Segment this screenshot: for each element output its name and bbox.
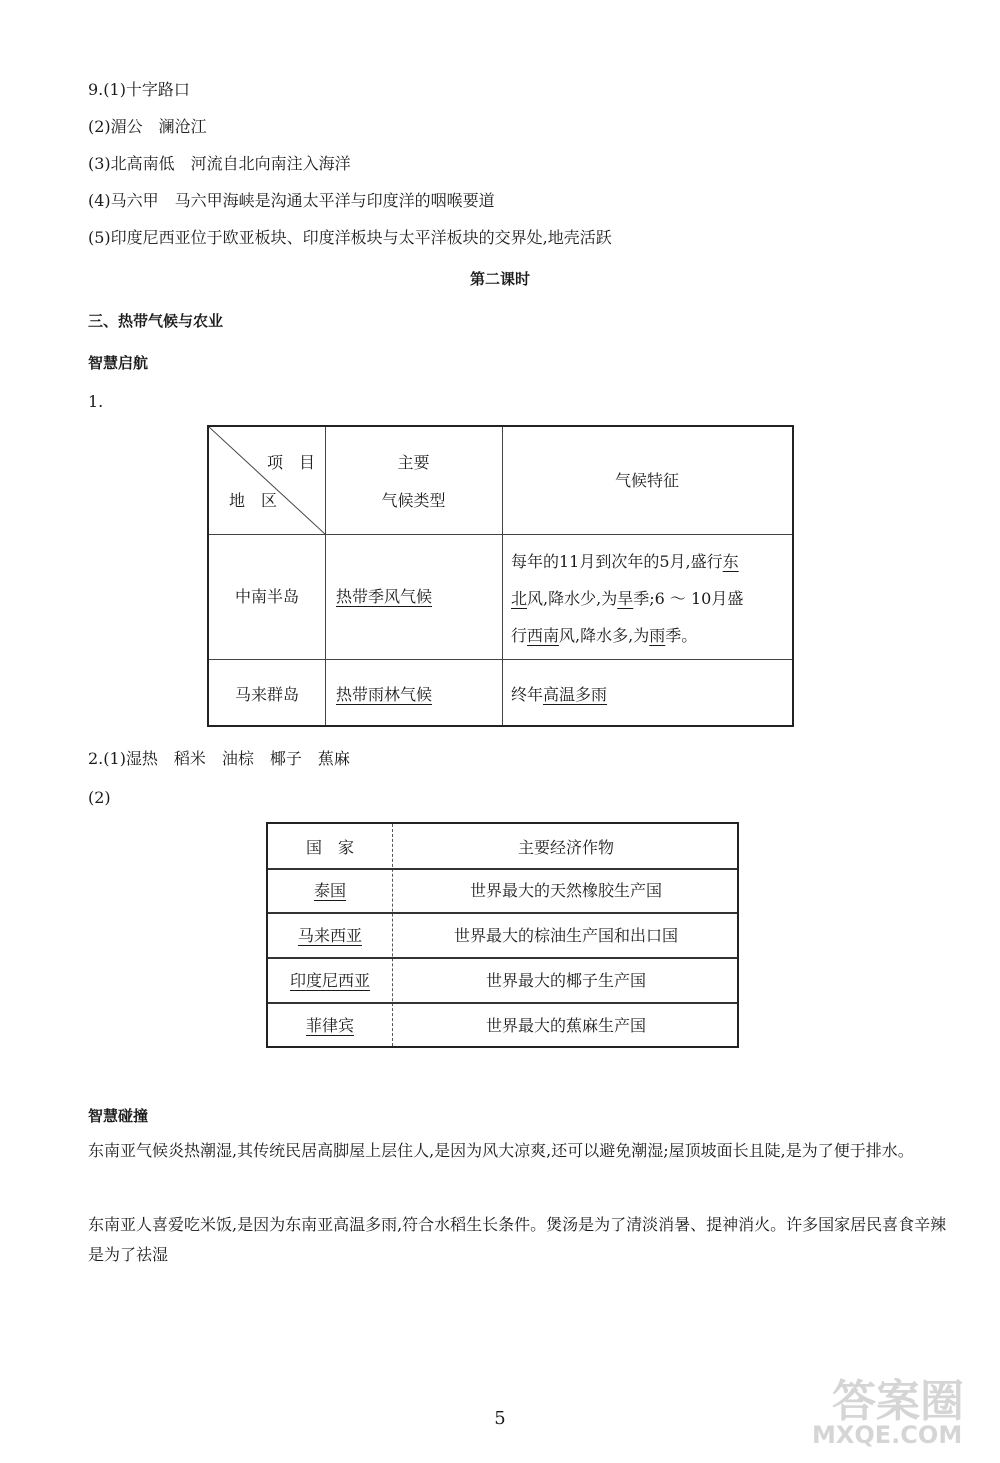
header-climate-type-line1: 主要 xyxy=(397,453,430,472)
row1-feature-text-3: 季;6 ～ 10月盛 xyxy=(633,589,744,608)
row2-feature-u: 高温多雨 xyxy=(543,685,608,704)
answer-2-1: 2.(1)湿热 稻米 油棕 椰子 蕉麻 xyxy=(88,749,350,768)
row1-feature-u2: 北 xyxy=(511,589,528,608)
row1-feature-u5: 雨 xyxy=(649,626,666,645)
row1-feature-text-2: 风,降水少,为 xyxy=(527,589,618,608)
climate-table xyxy=(207,425,794,727)
row-divider-1 xyxy=(209,534,792,535)
row1-feature-text-5: 风,降水多,为 xyxy=(559,626,650,645)
answer-9-4: (4)马六甲 马六甲海峡是沟通太平洋与印度洋的咽喉要道 xyxy=(88,191,495,210)
row1-feature-text-6: 季。 xyxy=(665,626,698,645)
crop-header-country: 国 家 xyxy=(305,838,354,857)
header-region: 地 区 xyxy=(229,491,278,510)
row1-feature-u4: 西南 xyxy=(527,626,560,645)
crop-row-divider-3 xyxy=(268,957,737,959)
watermark-cn-text: 答案圈 xyxy=(832,1376,964,1427)
answer-9-5: (5)印度尼西亚位于欧亚板块、印度洋板块与太平洋板块的交界处,地壳活跃 xyxy=(88,228,612,247)
row1-climate-type-text: 热带季风气候 xyxy=(336,587,433,606)
row2-climate-feature xyxy=(511,685,607,705)
crop-row-country xyxy=(268,1016,392,1036)
header-diagonal xyxy=(209,427,325,534)
row2-region: 马来群岛 xyxy=(234,685,299,704)
crop-row-crop: 世界最大的椰子生产国 xyxy=(485,971,646,990)
paragraph-2: 东南亚人喜爱吃米饭,是因为东南亚高温多雨,符合水稻生长条件。煲汤是为了清淡消暑、提神消火。许多国家居民喜食辛辣是为了祛湿 xyxy=(88,1215,947,1264)
crop-row-country-text: 菲律宾 xyxy=(305,1016,354,1035)
crop-row-country-text: 泰国 xyxy=(313,881,346,900)
header-climate-feature: 气候特征 xyxy=(614,471,679,490)
crop-row-divider-1 xyxy=(268,868,737,870)
answer-9-1: 9.(1)十字路口 xyxy=(88,80,190,99)
crop-row-crop: 世界最大的棕油生产国和出口国 xyxy=(453,926,678,945)
crop-row-country-text: 马来西亚 xyxy=(297,926,362,945)
row2-climate-type-text: 热带雨林气候 xyxy=(336,685,433,704)
watermark-en-text: MXQE.COM xyxy=(812,1421,963,1449)
row1-feature-text-1: 每年的11月到次年的5月,盛行 xyxy=(511,552,723,571)
crop-row-crop: 世界最大的天然橡胶生产国 xyxy=(469,881,662,900)
crop-row-crop: 世界最大的蕉麻生产国 xyxy=(485,1016,646,1035)
row2-feature-text: 终年 xyxy=(511,685,544,704)
watermark-logo xyxy=(812,1365,992,1455)
paragraph-1: 东南亚气候炎热潮湿,其传统民居高脚屋上层住人,是因为风大凉爽,还可以避免潮湿;屋顶坡面长且陡,是为了便于排水。 xyxy=(88,1141,914,1160)
answer-9-3: (3)北高南低 河流自北向南注入海洋 xyxy=(88,154,351,173)
row1-climate-type xyxy=(336,587,432,607)
crop-row-country xyxy=(268,971,392,991)
crop-row-divider-2 xyxy=(268,912,737,914)
row-divider-2 xyxy=(209,659,792,660)
lesson-title: 第二课时 xyxy=(469,270,530,288)
row1-feature-u1: 东 xyxy=(722,552,739,571)
row1-region: 中南半岛 xyxy=(234,587,299,606)
header-climate-type-line2: 气候类型 xyxy=(381,491,446,510)
answer-2-2-label: (2) xyxy=(88,788,111,807)
crop-row-divider-4 xyxy=(268,1002,737,1004)
section-title: 三、热带气候与农业 xyxy=(88,312,224,330)
subsection-title-1: 智慧启航 xyxy=(88,354,149,372)
crop-header-crop: 主要经济作物 xyxy=(517,838,614,857)
page-number: 5 xyxy=(494,1408,506,1429)
row1-feature-u3: 旱 xyxy=(617,589,634,608)
item-1-label: 1. xyxy=(88,392,104,411)
header-item: 项 目 xyxy=(267,453,316,472)
row2-climate-type xyxy=(336,685,432,705)
crop-row-country xyxy=(268,881,392,901)
crop-table xyxy=(266,822,739,1048)
row1-climate-feature xyxy=(511,543,793,654)
crop-row-country-text: 印度尼西亚 xyxy=(289,971,370,990)
answer-9-2: (2)湄公 澜沧江 xyxy=(88,117,207,136)
subsection-title-2: 智慧碰撞 xyxy=(88,1107,149,1125)
crop-row-country xyxy=(268,926,392,946)
row1-feature-text-4: 行 xyxy=(511,626,528,645)
